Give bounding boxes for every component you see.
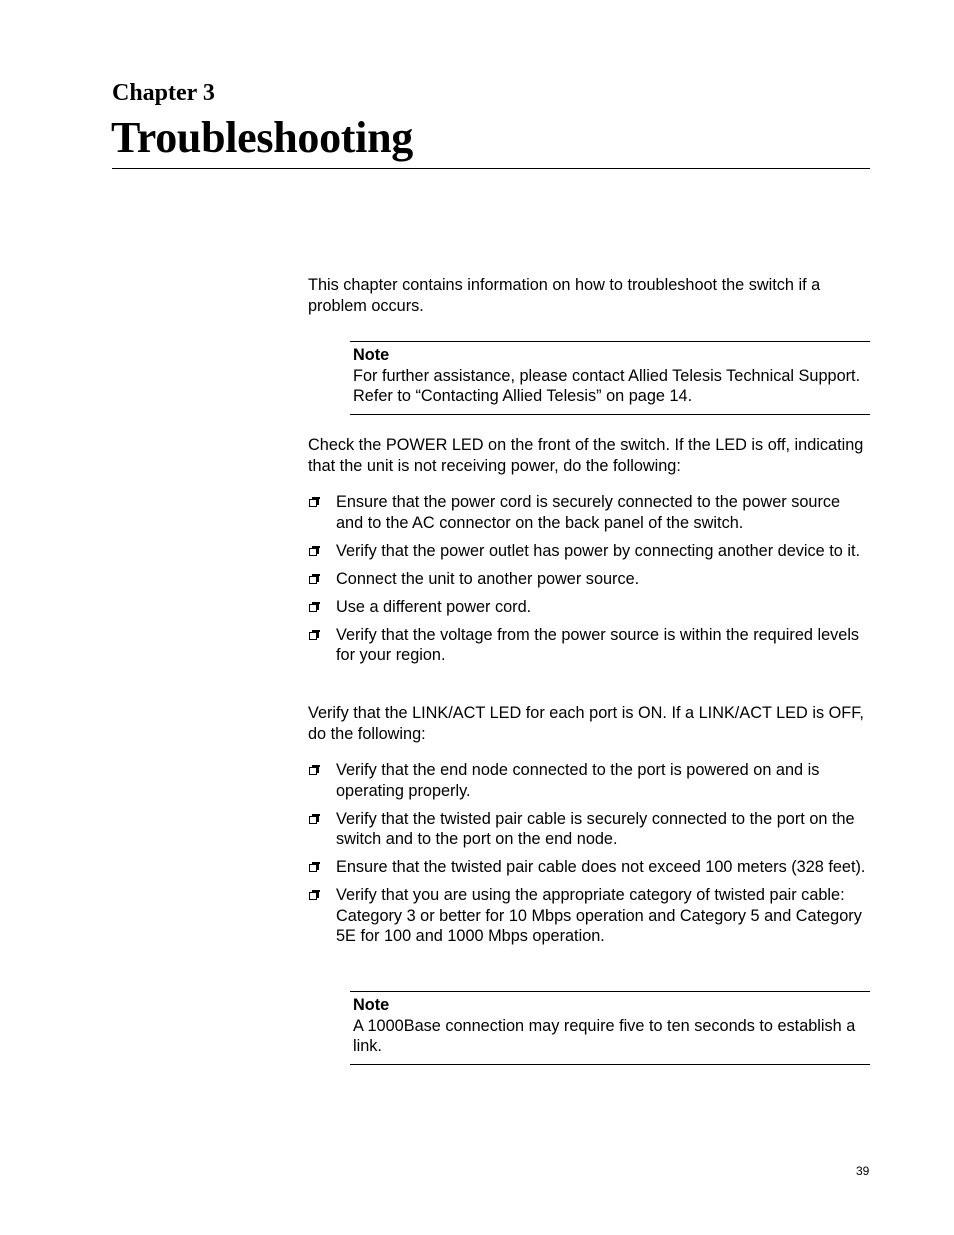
note-2-label: Note [353, 996, 390, 1014]
power-checklist [308, 492, 870, 673]
page-title: Troubleshooting [111, 113, 413, 162]
list-item [308, 597, 870, 618]
list-item [308, 492, 870, 533]
note-2-text: A 1000Base connection may require five to ten seconds to establish a link. [353, 1016, 856, 1055]
list-item-text: Verify that you are using the appropriate category of twisted pair cable: Category 3 or better for 10 Mbps operation and Category 5 and Category 5E for 100 and 1000 Mbps operation. [336, 886, 862, 945]
checkbox-bullet-icon [309, 864, 317, 872]
list-item [308, 625, 870, 666]
list-item [308, 541, 870, 562]
note-1-text: For further assistance, please contact Allied Telesis Technical Support. Refer to “Contacting Allied Telesis” on page 14. [353, 366, 861, 405]
intro-text: This chapter contains information on how to troubleshoot the switch if a problem occurs. [308, 276, 821, 315]
list-item-text: Ensure that the power cord is securely connected to the power source and to the AC connector on the back panel of the switch. [336, 493, 841, 532]
list-item-text: Ensure that the twisted pair cable does not exceed 100 meters (328 feet). [336, 858, 866, 876]
checkbox-bullet-icon [309, 576, 317, 584]
list-item [308, 809, 870, 850]
list-item [308, 857, 870, 878]
checkbox-bullet-icon [309, 892, 317, 900]
intro-paragraph [308, 275, 870, 316]
checkbox-bullet-icon [309, 816, 317, 824]
list-item-text: Verify that the twisted pair cable is securely connected to the port on the switch and to the port on the end node. [336, 809, 855, 848]
power-intro-text: Check the POWER LED on the front of the switch. If the LED is off, indicating that the unit is not receiving power, do the following: [308, 436, 864, 475]
note-box-2 [350, 991, 870, 1065]
list-item-text: Verify that the voltage from the power source is within the required levels for your region. [336, 625, 860, 664]
list-item-text: Connect the unit to another power source. [336, 569, 640, 588]
chapter-label: Chapter 3 [112, 80, 215, 106]
link-checklist [308, 760, 870, 954]
list-item [308, 569, 870, 590]
list-item-text: Verify that the power outlet has power by connecting another device to it. [336, 541, 861, 560]
list-item-text: Verify that the end node connected to the port is powered on and is operating properly. [336, 761, 820, 800]
note-box-1 [350, 341, 870, 415]
page-number: 39 [856, 1164, 870, 1178]
checkbox-bullet-icon [309, 499, 317, 507]
checkbox-bullet-icon [309, 604, 317, 612]
checkbox-bullet-icon [309, 548, 317, 556]
list-item [308, 760, 870, 801]
power-intro-paragraph [308, 435, 870, 476]
list-item-text: Use a different power cord. [336, 597, 532, 616]
checkbox-bullet-icon [309, 632, 317, 640]
link-intro-paragraph [308, 703, 870, 744]
checkbox-bullet-icon [309, 767, 317, 775]
title-rule [112, 168, 870, 169]
note-1-label: Note [353, 346, 390, 364]
list-item [308, 885, 870, 947]
link-intro-text: Verify that the LINK/ACT LED for each port is ON. If a LINK/ACT LED is OFF, do the following: [308, 704, 864, 743]
